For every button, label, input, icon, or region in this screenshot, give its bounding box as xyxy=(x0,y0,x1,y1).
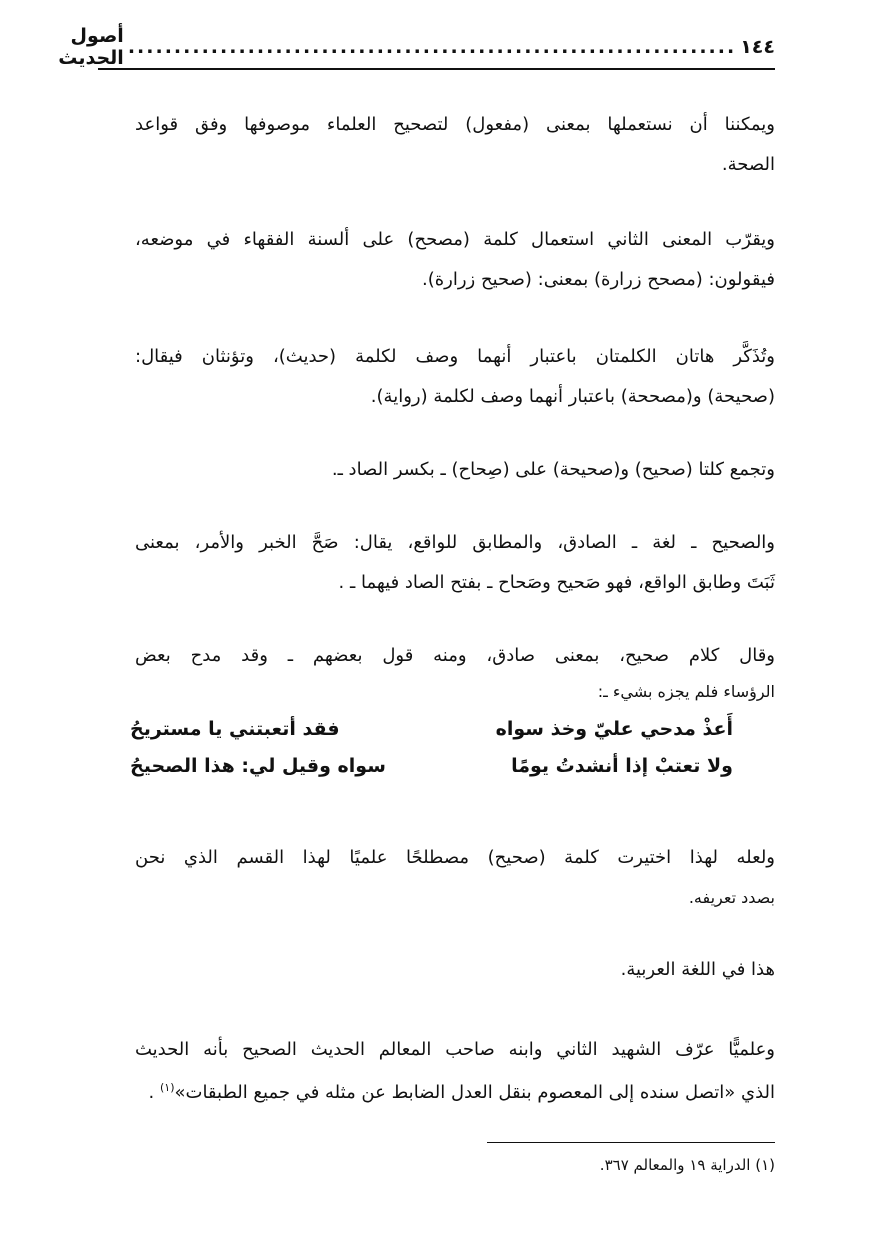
paragraph-line: الصحة. xyxy=(721,154,775,175)
poem-hemistich: فقد أتعبتني يا مستريحُ xyxy=(130,718,340,740)
paragraph-line: ثَبَتَ وطابق الواقع، فهو صَحيح وصَحاح ـ بفتح الصاد فيهما ـ . xyxy=(338,572,775,593)
poem-hemistich: سواه وقيل لي: هذا الصحيحُ xyxy=(130,755,386,777)
running-header xyxy=(58,25,775,69)
footnote-reference: (١) xyxy=(159,1081,175,1094)
paragraph-line: وتُذَكَّر هاتان الكلمتان باعتبار أنهما وصف لكلمة (حديث)، وتؤنثان فيقال: xyxy=(135,346,775,367)
quoted-definition: الذي «اتصل سنده إلى المعصوم بنقل العدل الضابط عن مثله في جميع الطبقات» xyxy=(174,1082,775,1103)
paragraph-line: ويمكننا أن نستعملها بمعنى (مفعول) لتصحيح العلماء موصوفها وفق قواعد xyxy=(135,114,775,135)
page-number: ١٤٤ xyxy=(740,36,775,58)
paragraph-line: وتجمع كلتا (صحيح) و(صحيحة) على (صِحاح) ـ بكسر الصاد ـ. xyxy=(331,459,775,480)
header-leader-dots: .................................................................. xyxy=(127,36,737,58)
paragraph-line: هذا في اللغة العربية. xyxy=(620,959,775,980)
paragraph-line: ولعله لهذا اختيرت كلمة (صحيح) مصطلحًا علميًا لهذا القسم الذي نحن xyxy=(135,847,775,868)
paragraph-line: وعلميًّا عرّف الشهيد الثاني وابنه صاحب المعالم الحديث الصحيح بأنه الحديث xyxy=(135,1039,775,1060)
paragraph-line: ويقرّب المعنى الثاني استعمال كلمة (مصحح) على ألسنة الفقهاء في موضعه، xyxy=(135,229,775,250)
running-title: أصول الحديث xyxy=(58,25,124,69)
paragraph-line: بصدد تعريفه. xyxy=(688,888,775,907)
period: . xyxy=(148,1082,160,1103)
paragraph-line: الرؤساء فلم يجزه بشيء ـ: xyxy=(597,682,775,701)
paragraph-line xyxy=(99,1073,775,1108)
paragraph-line: فيقولون: (مصحح زرارة) بمعنى: (صحيح زرارة). xyxy=(422,269,775,290)
paragraph-line: والصحيح ـ لغة ـ الصادق، والمطابق للواقع، يقال: صَحَّ الخبر والأمر، بمعنى xyxy=(135,532,775,553)
footnote-rule xyxy=(487,1142,775,1143)
paragraph-line: وقال كلام صحيح، بمعنى صادق، ومنه قول بعضهم ـ وقد مدح بعض xyxy=(135,645,775,666)
header-rule xyxy=(98,68,775,70)
poem-hemistich: أَعذْ مدحي عليّ وخذ سواه xyxy=(495,718,733,740)
poem-hemistich: ولا تعتبْ إذا أنشدتُ يومًا xyxy=(511,755,733,777)
footnote: (١) الدراية ١٩ والمعالم ٣٦٧. xyxy=(599,1156,775,1174)
paragraph-line: (صحيحة) و(مصححة) باعتبار أنهما وصف لكلمة (رواية). xyxy=(370,386,775,407)
